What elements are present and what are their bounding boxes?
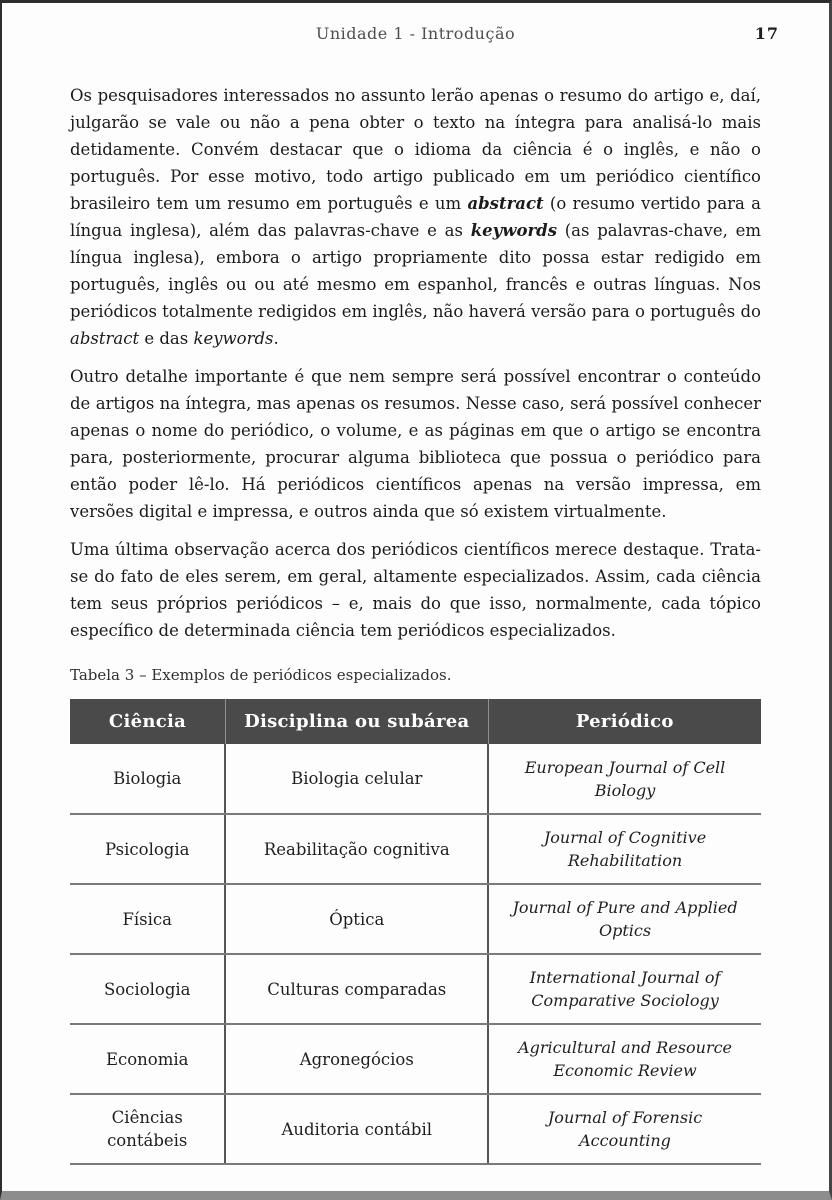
discipline-cell: Agronegócios — [225, 1024, 488, 1094]
science-cell: Economia — [70, 1024, 225, 1094]
table-row — [70, 814, 761, 884]
page-body — [70, 82, 761, 1165]
science-cell: Psicologia — [70, 814, 225, 884]
emphasis-text-run: abstract — [467, 194, 544, 213]
paragraph-researchers-abstract — [70, 82, 761, 352]
table-head — [70, 699, 761, 744]
text-run: Uma última observação acerca dos periódicos científicos merece destaque. Trata-se do fato de eles serem, em geral, altamente especializados. Assim, cada ciência tem seus próprios periódicos – e, mais do que isso, normalmente, cada tópico específico de determinada ciência tem periódicos especializados. — [70, 540, 761, 640]
column-header-periodico: Periódico — [488, 699, 761, 744]
page-header — [70, 24, 779, 46]
table-row — [70, 744, 761, 814]
discipline-cell: Reabilitação cognitiva — [225, 814, 488, 884]
discipline-cell: Óptica — [225, 884, 488, 954]
table-caption: Tabela 3 – Exemplos de periódicos especializados. — [70, 666, 452, 684]
text-run: e das — [139, 329, 194, 348]
journal-cell: Journal of Pure and Applied Optics — [488, 884, 761, 954]
text-run: (as palavras-chave, em língua inglesa), embora o artigo propriamente dito possa estar redigido em português, inglês ou ou até mesmo em espanhol, francês e outras línguas. Nos periódicos totalmente redigidos em inglês, não haverá versão para o português do — [70, 221, 761, 321]
column-header-ciencia: Ciência — [70, 699, 225, 744]
table-row — [70, 884, 761, 954]
emphasis-text-run: keywords — [470, 221, 557, 240]
table-body — [70, 744, 761, 1164]
text-run: Outro detalhe importante é que nem sempre será possível encontrar o conteúdo de artigos na íntegra, mas apenas os resumos. Nesse caso, será possível conhecer apenas o nome do periódico, o volume, e as páginas em que o artigo se encontra para, posteriormente, procurar alguma biblioteca que possua o periódico para então poder lê-lo. Há periódicos científicos apenas na versão impressa, em versões digital e impressa, e outros ainda que só existem virtualmente. — [70, 367, 761, 521]
periodicals-table — [70, 699, 761, 1165]
text-run: Os pesquisadores interessados no assunto lerão apenas o resumo do artigo e, daí, julgarão se vale ou não a pena obter o texto na íntegra para analisá-lo mais detidamente. Convém destacar que o idioma da ciência é o inglês, e não o português. Por esse motivo, todo artigo publicado em um periódico científico brasileiro tem um resumo em português e um — [70, 86, 761, 213]
journal-cell: International Journal of Comparative Sociology — [488, 954, 761, 1024]
science-cell: Ciências contábeis — [70, 1094, 225, 1164]
table-row — [70, 1094, 761, 1164]
table-row — [70, 1024, 761, 1094]
journal-cell: European Journal of Cell Biology — [488, 744, 761, 814]
table-header-row — [70, 699, 761, 744]
discipline-cell: Culturas comparadas — [225, 954, 488, 1024]
discipline-cell: Biologia celular — [225, 744, 488, 814]
running-header-title: Unidade 1 - Introdução — [315, 24, 516, 43]
paragraph-journal-availability — [70, 363, 761, 525]
emphasis-text-run: abstract — [70, 329, 140, 348]
text-run: . — [273, 329, 279, 348]
journal-cell: Journal of Cognitive Rehabilitation — [488, 814, 761, 884]
journal-cell: Journal of Forensic Accounting — [488, 1094, 761, 1164]
emphasis-text-run: keywords — [193, 329, 274, 348]
journal-cell: Agricultural and Resource Economic Review — [488, 1024, 761, 1094]
table-row — [70, 954, 761, 1024]
column-header-disciplina: Disciplina ou subárea — [225, 699, 488, 744]
science-cell: Biologia — [70, 744, 225, 814]
text-run: (o resumo vertido para a língua inglesa), além das palavras-chave e as — [70, 194, 761, 240]
science-cell: Sociologia — [70, 954, 225, 1024]
page-number: 17 — [754, 24, 779, 43]
science-cell: Física — [70, 884, 225, 954]
discipline-cell: Auditoria contábil — [225, 1094, 488, 1164]
paragraph-specialized-journals — [70, 536, 761, 644]
